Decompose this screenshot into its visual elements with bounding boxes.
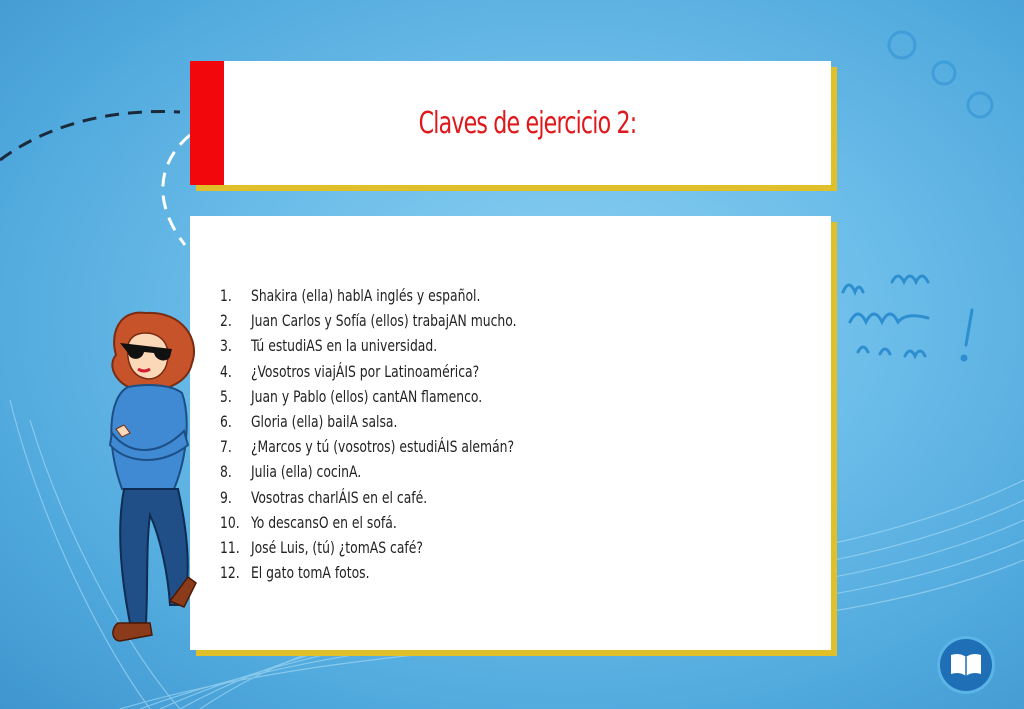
list-item <box>220 459 517 484</box>
list-item <box>220 359 517 384</box>
list-item <box>220 283 517 308</box>
item-text: Yo descansO en el sofá. <box>250 512 397 532</box>
item-text: Gloria (ella) bailA salsa. <box>250 412 398 432</box>
list-item <box>220 409 517 434</box>
item-text: Juan y Pablo (ellos) cantAN flamenco. <box>250 386 483 406</box>
item-text: ¿Vosotros viajÁIS por Latinoamérica? <box>250 361 480 381</box>
list-item <box>220 384 517 409</box>
item-number: 5. <box>220 386 232 406</box>
item-text: Shakira (ella) hablA inglés y español. <box>250 286 481 305</box>
list-item <box>220 434 517 459</box>
woman-with-sunglasses-illustration <box>88 305 218 655</box>
item-number: 2. <box>220 311 232 331</box>
item-number: 11. <box>220 538 240 558</box>
item-text: Julia (ella) cocinA. <box>250 462 362 482</box>
list-item <box>220 560 517 585</box>
item-text: Juan Carlos y Sofía (ellos) trabajAN mucho. <box>250 311 517 331</box>
list-item <box>220 308 517 333</box>
title-accent-bar <box>190 61 224 185</box>
item-text: El gato tomA fotos. <box>250 563 370 583</box>
item-number: 6. <box>220 412 232 432</box>
item-number: 1. <box>220 286 232 305</box>
item-number: 10. <box>220 512 240 532</box>
answers-list <box>220 283 517 585</box>
list-item <box>220 510 517 535</box>
answers-card <box>190 216 831 650</box>
item-text: Vosotras charlÁIS en el café. <box>250 487 428 507</box>
item-number: 7. <box>220 437 232 457</box>
list-item <box>220 485 517 510</box>
item-text: Tú estudiAS en la universidad. <box>250 336 438 356</box>
list-item <box>220 535 517 560</box>
page-title: Claves de ejercicio 2: <box>418 105 637 141</box>
open-book-icon <box>949 652 983 678</box>
title-card <box>190 61 831 185</box>
list-item <box>220 333 517 358</box>
item-text: ¿Marcos y tú (vosotros) estudiÁIS alemán? <box>250 437 515 457</box>
item-number: 12. <box>220 563 240 583</box>
item-number: 4. <box>220 361 232 381</box>
book-button[interactable] <box>940 639 992 691</box>
item-number: 9. <box>220 487 232 507</box>
item-text: José Luis, (tú) ¿tomAS café? <box>250 538 423 558</box>
item-number: 3. <box>220 336 232 356</box>
item-number: 8. <box>220 462 232 482</box>
